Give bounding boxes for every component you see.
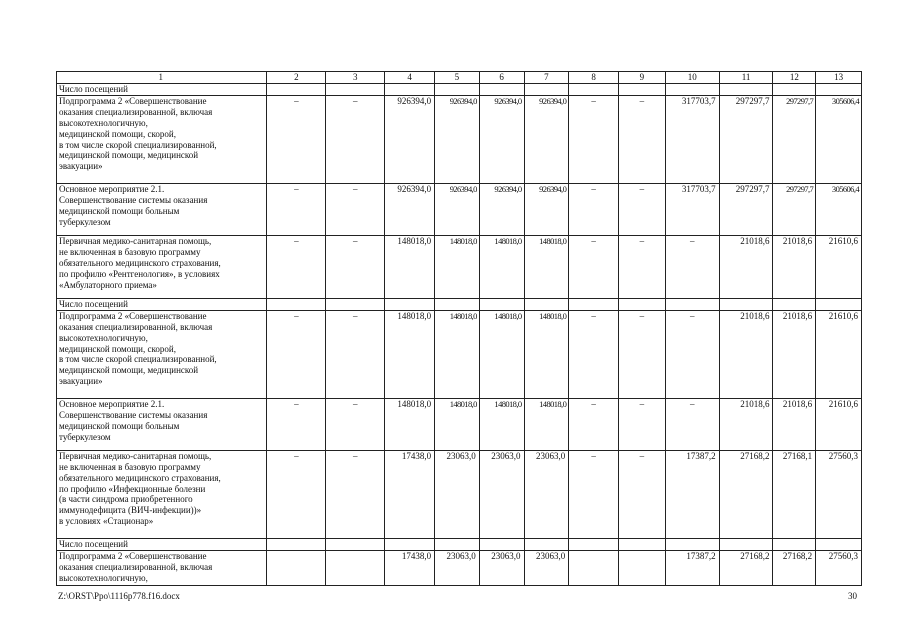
table-row xyxy=(57,310,862,398)
value-cell: – xyxy=(326,95,385,183)
column-number-7: 7 xyxy=(524,72,569,84)
value-cell: 926394,0 xyxy=(479,95,524,183)
value-cell: – xyxy=(619,450,666,538)
empty-cell xyxy=(619,84,666,96)
table-row xyxy=(57,450,862,538)
value-cell: 148018,0 xyxy=(385,310,435,398)
value-cell: 148018,0 xyxy=(385,398,435,450)
row-name: Подпрограмма 2 «Совершенствование оказания специализированной, включая высокотехнологичную, xyxy=(57,550,267,585)
value-cell: 21018,6 xyxy=(773,235,816,298)
value-cell: 148018,0 xyxy=(524,235,569,298)
empty-cell xyxy=(326,298,385,310)
value-cell: 148018,0 xyxy=(524,310,569,398)
value-cell: – xyxy=(619,398,666,450)
table-header-row xyxy=(57,72,862,84)
value-cell xyxy=(619,550,666,585)
empty-cell xyxy=(816,84,862,96)
value-cell: – xyxy=(619,235,666,298)
empty-cell xyxy=(773,538,816,550)
value-cell: 926394,0 xyxy=(524,95,569,183)
empty-cell xyxy=(524,538,569,550)
value-cell: – xyxy=(267,450,326,538)
empty-cell xyxy=(619,298,666,310)
value-cell: 926394,0 xyxy=(435,95,480,183)
value-cell xyxy=(326,550,385,585)
column-number-1: 1 xyxy=(57,72,267,84)
value-cell: 17387,2 xyxy=(665,550,719,585)
value-cell: – xyxy=(569,310,619,398)
value-cell: – xyxy=(619,95,666,183)
value-cell: – xyxy=(326,398,385,450)
section-label-row xyxy=(57,84,862,96)
value-cell: – xyxy=(569,95,619,183)
column-number-10: 10 xyxy=(665,72,719,84)
value-cell: 148018,0 xyxy=(435,235,480,298)
value-cell: 148018,0 xyxy=(479,398,524,450)
empty-cell xyxy=(665,538,719,550)
value-cell: 23063,0 xyxy=(435,550,480,585)
value-cell: 27168,1 xyxy=(773,450,816,538)
empty-cell xyxy=(719,538,773,550)
page-number: 30 xyxy=(848,591,857,601)
empty-cell xyxy=(665,84,719,96)
value-cell: 21610,6 xyxy=(816,310,862,398)
value-cell: 21018,6 xyxy=(719,310,773,398)
value-cell: – xyxy=(326,310,385,398)
column-number-2: 2 xyxy=(267,72,326,84)
value-cell: 17438,0 xyxy=(385,450,435,538)
budget-table xyxy=(56,71,862,586)
value-cell: 148018,0 xyxy=(479,235,524,298)
value-cell: 21018,6 xyxy=(719,398,773,450)
value-cell: – xyxy=(267,398,326,450)
row-name: Подпрограмма 2 «Совершенствование оказания специализированной, включая высокотехнологичную, медицинской помощи, скорой, в том числе скорой специализированной, медицинской помощи, медицинской эвакуации» xyxy=(57,310,267,398)
empty-cell xyxy=(267,84,326,96)
row-name: Первичная медико-санитарная помощь, не включенная в базовую программу обязательного медицинского страхования, по профилю «Рентгенология», в условиях «Амбулаторного приема» xyxy=(57,235,267,298)
empty-cell xyxy=(569,298,619,310)
value-cell: 148018,0 xyxy=(435,310,480,398)
table-row xyxy=(57,550,862,585)
value-cell: 21018,6 xyxy=(719,235,773,298)
empty-cell xyxy=(385,538,435,550)
value-cell: 297297,7 xyxy=(719,95,773,183)
empty-cell xyxy=(524,84,569,96)
value-cell: 926394,0 xyxy=(385,95,435,183)
table-row xyxy=(57,235,862,298)
value-cell: 297297,7 xyxy=(773,183,816,235)
value-cell: 926394,0 xyxy=(479,183,524,235)
value-cell: – xyxy=(569,450,619,538)
empty-cell xyxy=(479,298,524,310)
empty-cell xyxy=(435,298,480,310)
footer-file-path: Z:\ORST\Ppo\1116p778.f16.docx xyxy=(58,591,180,601)
empty-cell xyxy=(267,298,326,310)
empty-cell xyxy=(435,538,480,550)
value-cell: 23063,0 xyxy=(524,550,569,585)
section-label: Число посещений xyxy=(57,298,267,310)
section-label: Число посещений xyxy=(57,84,267,96)
column-number-3: 3 xyxy=(326,72,385,84)
empty-cell xyxy=(816,538,862,550)
value-cell: – xyxy=(619,183,666,235)
value-cell: – xyxy=(326,235,385,298)
value-cell: 23063,0 xyxy=(524,450,569,538)
value-cell: 17438,0 xyxy=(385,550,435,585)
empty-cell xyxy=(479,84,524,96)
value-cell: – xyxy=(665,310,719,398)
empty-cell xyxy=(524,298,569,310)
value-cell: 21018,6 xyxy=(773,398,816,450)
value-cell: 23063,0 xyxy=(435,450,480,538)
value-cell: 27168,2 xyxy=(719,450,773,538)
column-number-9: 9 xyxy=(619,72,666,84)
value-cell: – xyxy=(569,398,619,450)
value-cell: – xyxy=(569,183,619,235)
empty-cell xyxy=(326,538,385,550)
row-name: Подпрограмма 2 «Совершенствование оказания специализированной, включая высокотехнологичную, медицинской помощи, скорой, в том числе скорой специализированной, медицинской помощи, медицинской эвакуации» xyxy=(57,95,267,183)
empty-cell xyxy=(619,538,666,550)
empty-cell xyxy=(665,298,719,310)
value-cell: 27560,3 xyxy=(816,550,862,585)
row-name: Основное мероприятие 2.1. Совершенствование системы оказания медицинской помощи больным туберкулезом xyxy=(57,183,267,235)
table-row xyxy=(57,398,862,450)
empty-cell xyxy=(326,84,385,96)
empty-cell xyxy=(435,84,480,96)
column-number-6: 6 xyxy=(479,72,524,84)
column-number-12: 12 xyxy=(773,72,816,84)
value-cell: 148018,0 xyxy=(524,398,569,450)
empty-cell xyxy=(267,538,326,550)
value-cell: 305606,4 xyxy=(816,183,862,235)
value-cell: 21018,6 xyxy=(773,310,816,398)
empty-cell xyxy=(479,538,524,550)
value-cell xyxy=(267,550,326,585)
value-cell: 148018,0 xyxy=(435,398,480,450)
value-cell: 926394,0 xyxy=(524,183,569,235)
empty-cell xyxy=(816,298,862,310)
value-cell: 27560,3 xyxy=(816,450,862,538)
table-row xyxy=(57,95,862,183)
value-cell: – xyxy=(267,235,326,298)
column-number-5: 5 xyxy=(435,72,480,84)
value-cell: 148018,0 xyxy=(385,235,435,298)
empty-cell xyxy=(385,298,435,310)
empty-cell xyxy=(773,84,816,96)
value-cell: 148018,0 xyxy=(479,310,524,398)
value-cell: 17387,2 xyxy=(665,450,719,538)
value-cell xyxy=(569,550,619,585)
section-label: Число посещений xyxy=(57,538,267,550)
table-row xyxy=(57,183,862,235)
row-name: Основное мероприятие 2.1. Совершенствование системы оказания медицинской помощи больным туберкулезом xyxy=(57,398,267,450)
value-cell: 317703,7 xyxy=(665,183,719,235)
value-cell: – xyxy=(569,235,619,298)
empty-cell xyxy=(569,84,619,96)
value-cell: – xyxy=(267,95,326,183)
column-number-13: 13 xyxy=(816,72,862,84)
value-cell: – xyxy=(267,183,326,235)
section-label-row xyxy=(57,298,862,310)
value-cell: 297297,7 xyxy=(719,183,773,235)
value-cell: 21610,6 xyxy=(816,398,862,450)
empty-cell xyxy=(719,298,773,310)
value-cell: – xyxy=(326,183,385,235)
empty-cell xyxy=(569,538,619,550)
column-number-4: 4 xyxy=(385,72,435,84)
value-cell: – xyxy=(267,310,326,398)
value-cell: 926394,0 xyxy=(385,183,435,235)
value-cell: 27168,2 xyxy=(773,550,816,585)
value-cell: – xyxy=(665,235,719,298)
value-cell: – xyxy=(326,450,385,538)
row-name: Первичная медико-санитарная помощь, не включенная в базовую программу обязательного медицинского страхования, по профилю «Инфекционные болезни (в части синдрома приобретенного иммунодефицита (ВИЧ-инфекции))» в условиях «Стационар» xyxy=(57,450,267,538)
value-cell: 305606,4 xyxy=(816,95,862,183)
value-cell: 23063,0 xyxy=(479,550,524,585)
value-cell: – xyxy=(665,398,719,450)
value-cell: 297297,7 xyxy=(773,95,816,183)
value-cell: 23063,0 xyxy=(479,450,524,538)
column-number-8: 8 xyxy=(569,72,619,84)
value-cell: 926394,0 xyxy=(435,183,480,235)
empty-cell xyxy=(773,298,816,310)
value-cell: 21610,6 xyxy=(816,235,862,298)
value-cell: 317703,7 xyxy=(665,95,719,183)
section-label-row xyxy=(57,538,862,550)
empty-cell xyxy=(719,84,773,96)
column-number-11: 11 xyxy=(719,72,773,84)
empty-cell xyxy=(385,84,435,96)
value-cell: – xyxy=(619,310,666,398)
value-cell: 27168,2 xyxy=(719,550,773,585)
